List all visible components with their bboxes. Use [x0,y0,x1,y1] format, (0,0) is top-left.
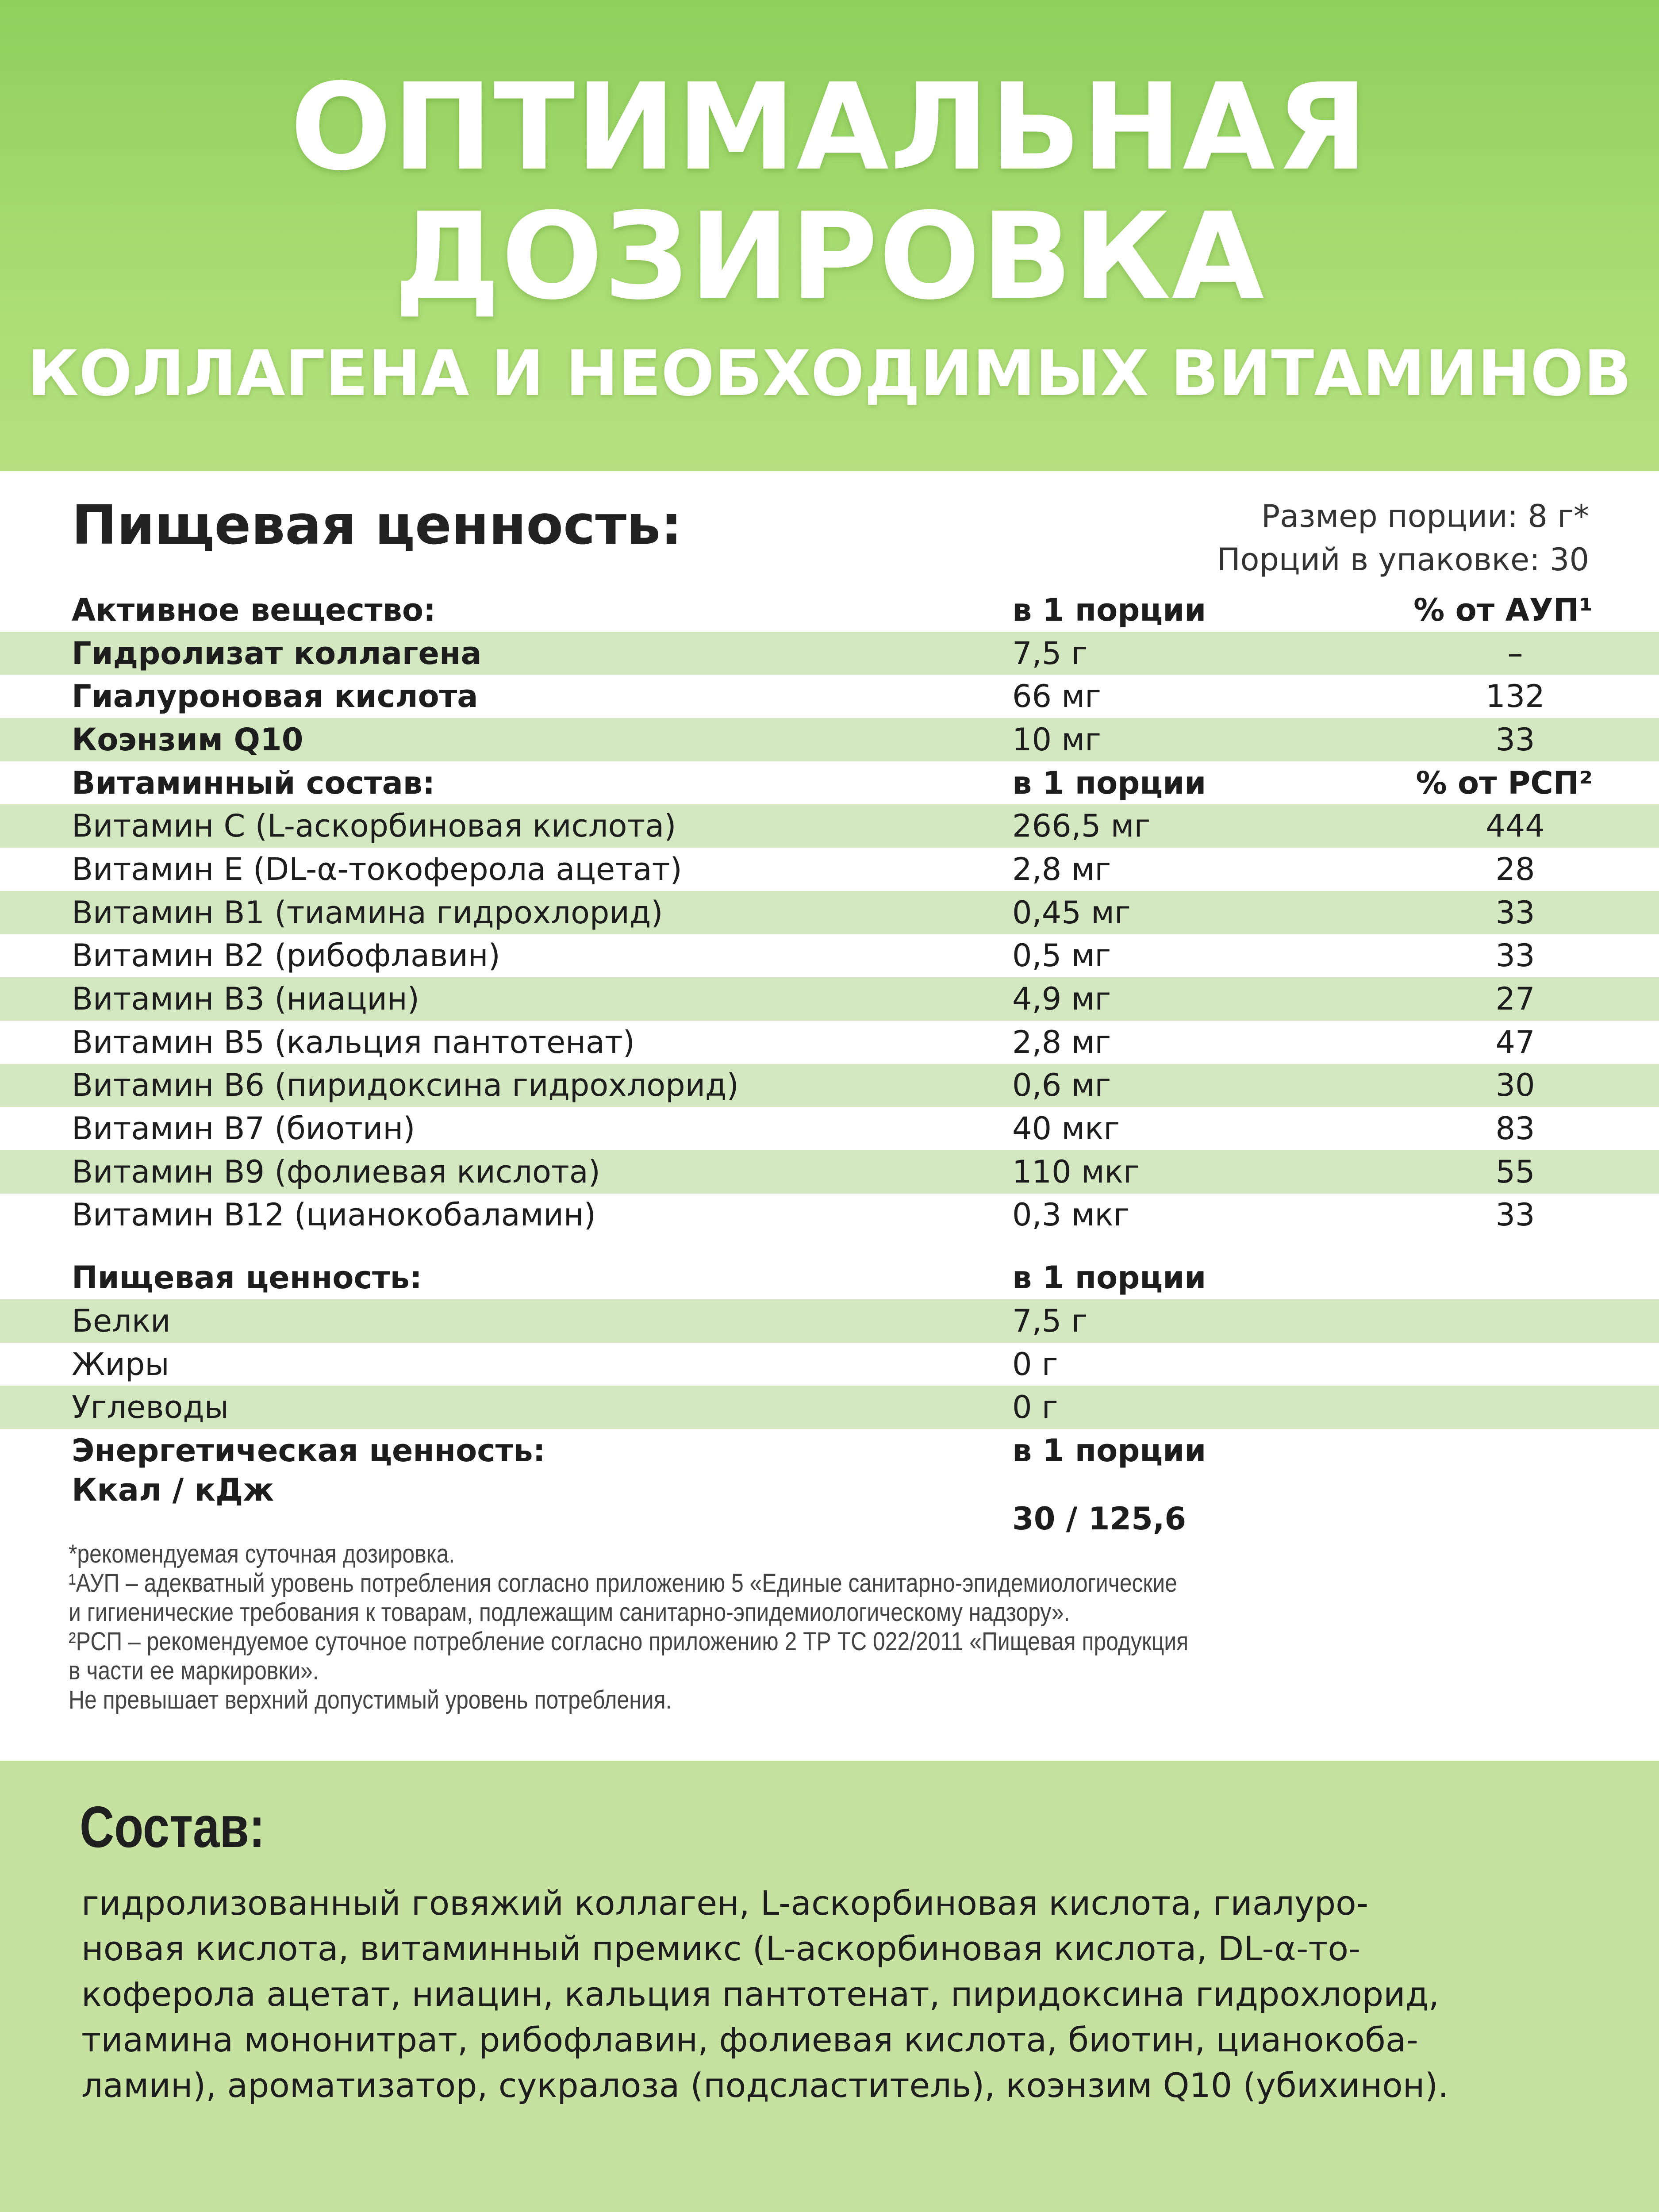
row-amount: 7,5 г [1012,635,1088,672]
composition-section [0,1761,1659,2212]
serving-size: Размер порции: 8 г* [1261,498,1589,534]
composition-line: коферола ацетат, ниацин, кальция пантотенат, пиридоксина гидрохлорид, [81,1974,1440,2014]
footnote: и гигиенические требования к товарам, подлежащим санитарно-эпидемиологическому надзору». [69,1598,1070,1627]
table-row [0,718,1659,761]
table-row [0,1386,1659,1429]
row-name: Витаминный состав: [72,764,435,801]
row-amount: 0,6 мг [1012,1067,1111,1104]
row-pct: 30 [1495,1067,1535,1104]
row-name: Витамин В12 (цианокобаламин) [72,1197,596,1233]
row-amount: 7,5 г [1012,1302,1088,1339]
composition-text [81,1880,1608,2108]
row-amount: 266,5 мг [1012,808,1151,845]
row-amount: 0 г [1012,1346,1058,1382]
footnote: *рекомендуемая суточная дозировка. [69,1540,455,1568]
row-pct: 83 [1495,1110,1535,1147]
row-amount: 2,8 мг [1012,1024,1111,1060]
row-pct: 47 [1495,1024,1535,1060]
row-name: Гидролизат коллагена [72,635,482,672]
table-row [0,1343,1659,1386]
row-name: Витамин В3 (ниацин) [72,981,419,1018]
row-amount: 30 / 125,6 [1012,1500,1187,1537]
row-amount: 4,9 мг [1012,981,1111,1018]
row-pct: 444 [1486,808,1545,845]
row-amount: 0 г [1012,1389,1058,1426]
footnote: в части ее маркировки». [69,1656,319,1685]
row-name: Коэнзим Q10 [72,721,303,758]
row-name: Активное вещество: [72,591,436,628]
table-row [0,1299,1659,1343]
row-pct: 27 [1495,981,1535,1018]
row-amount: 110 мкг [1012,1153,1140,1190]
table-row [0,1150,1659,1194]
table-row [0,632,1659,675]
row-name: Белки [72,1302,171,1339]
footnote: Не превышает верхний допустимый уровень потребления. [69,1686,672,1714]
row-pct: – [1507,635,1523,672]
row-amount: 0,3 мкг [1012,1197,1130,1233]
row-name: Витамин С (L-аскорбиновая кислота) [72,808,676,845]
header-subtitle: КОЛЛАГЕНА И НЕОБХОДИМЫХ ВИТАМИНОВ [27,337,1632,410]
row-amount: 0,5 мг [1012,937,1111,974]
table-header-nutrition [0,1256,1659,1299]
row-pct: 132 [1486,678,1545,715]
composition-line: гидролизованный говяжий коллаген, L-аскорбиновая кислота, гиалуро- [81,1883,1369,1923]
table-row-energy [0,1472,1659,1536]
row-name: Жиры [72,1346,169,1382]
nutrition-title: Пищевая ценность: [72,494,683,557]
table-row [0,934,1659,978]
row-amount: 40 мкг [1012,1110,1120,1147]
row-amount: 66 мг [1012,678,1101,715]
row-pct: 33 [1495,1197,1535,1233]
row-pct: 33 [1495,721,1535,758]
row-pct: % от РСП² [1416,764,1593,801]
composition-title: Состав: [80,1794,265,1859]
header-title-line2: ДОЗИРОВКА [394,187,1265,326]
table-header-vitamins [0,761,1659,805]
table-row [0,804,1659,848]
servings-per-pack: Порций в упаковке: 30 [1217,541,1589,578]
row-name: Энергетическая ценность: [72,1432,545,1469]
composition-line: новая кислота, витаминный премикс (L-аскорбиновая кислота, DL-α-то- [81,1929,1361,1968]
row-pct: 28 [1495,851,1535,887]
table-row [0,1021,1659,1064]
row-name: Пищевая ценность: [72,1260,422,1296]
row-pct: 33 [1495,937,1535,974]
composition-line: тиамина мононитрат, рибофлавин, фолиевая кислота, биотин, цианокоба- [81,2020,1418,2059]
row-amount: в 1 порции [1012,1432,1206,1469]
nutrition-table [0,588,1659,1536]
row-name: Витамин В9 (фолиевая кислота) [72,1153,600,1190]
row-amount: 2,8 мг [1012,851,1111,887]
table-row [0,891,1659,934]
footnotes [69,1540,1324,1715]
header-title-line1: ОПТИМАЛЬНАЯ [290,58,1369,197]
row-amount: в 1 порции [1012,591,1206,628]
table-row [0,848,1659,891]
table-row [0,675,1659,718]
table-row [0,1194,1659,1237]
row-amount: 0,45 мг [1012,894,1131,931]
row-amount: в 1 порции [1012,764,1206,801]
row-name: Углеводы [72,1389,229,1426]
row-pct: 55 [1495,1153,1535,1190]
row-name: Витамин В7 (биотин) [72,1110,415,1147]
row-pct: % от АУП¹ [1413,591,1593,628]
table-header-energy [0,1429,1659,1472]
row-amount: 10 мг [1012,721,1101,758]
table-header-active [0,588,1659,632]
footnote: ¹АУП – адекватный уровень потребления согласно приложению 5 «Единые санитарно-эпидемиологические [69,1569,1177,1598]
row-name: Витамин В6 (пиридоксина гидрохлорид) [72,1067,739,1104]
row-name: Витамин Е (DL-α-токоферола ацетат) [72,851,682,887]
composition-line: ламин), ароматизатор, сукралоза (подсластитель), коэнзим Q10 (убихинон). [81,2066,1449,2105]
row-pct: 33 [1495,894,1535,931]
table-row [0,1064,1659,1107]
row-name: Витамин В2 (рибофлавин) [72,937,500,974]
row-name: Витамин В5 (кальция пантотенат) [72,1024,635,1060]
serving-info [1217,495,1589,581]
table-row [0,977,1659,1021]
row-name: Ккал / кДж [72,1471,274,1508]
header-banner [0,0,1659,471]
row-name: Гиалуроновая кислота [72,678,478,715]
row-amount: в 1 порции [1012,1260,1206,1296]
footnote: ²РСП – рекомендуемое суточное потребление согласно приложению 2 ТР ТС 022/2011 «Пищевая продукция [69,1627,1189,1656]
row-name: Витамин В1 (тиамина гидрохлорид) [72,894,663,931]
table-row [0,1107,1659,1150]
